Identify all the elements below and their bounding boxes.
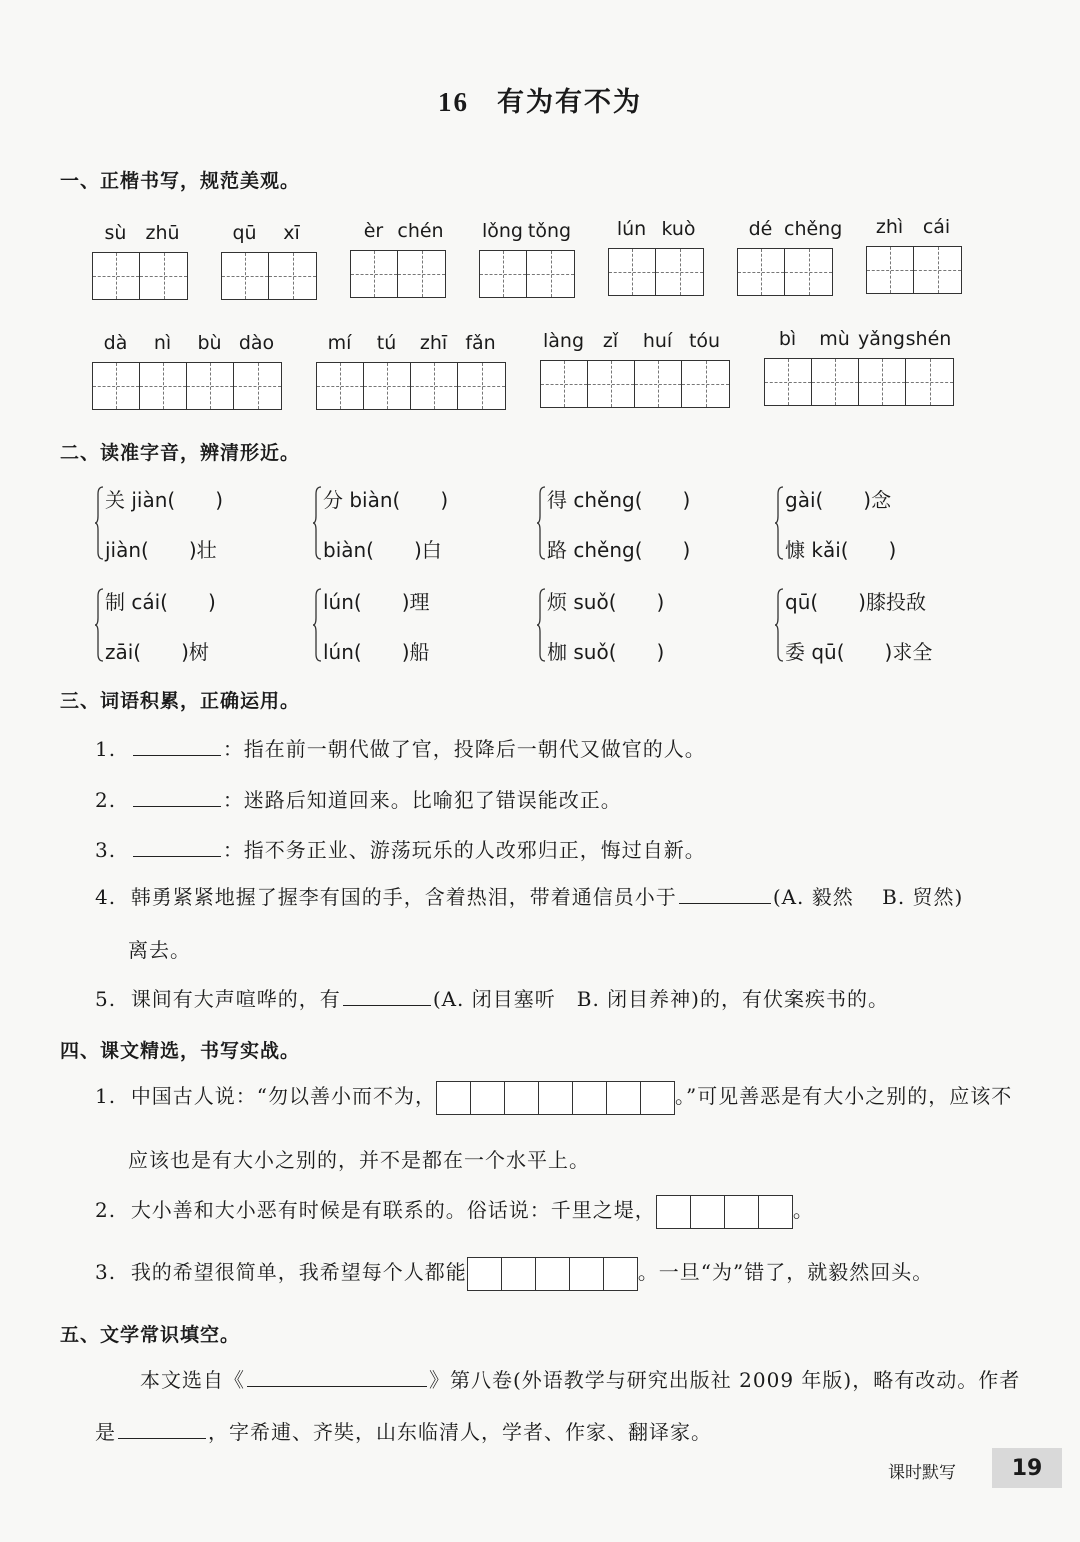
word-group-2 <box>221 222 317 300</box>
pinyin-syllable: fǎn <box>465 332 496 354</box>
pinyin-syllable: sù <box>104 222 127 244</box>
writing-cell[interactable] <box>222 253 269 299</box>
brace-icon <box>95 486 103 560</box>
section4-heading: 四、课文精选，书写实战。 <box>60 1040 301 1062</box>
writing-cell[interactable] <box>93 363 140 409</box>
pinyin-syllable: huí <box>642 330 673 352</box>
writing-cell[interactable] <box>317 363 364 409</box>
writing-cell[interactable] <box>738 249 785 295</box>
pinyin-syllable: yǎng <box>858 328 905 350</box>
writing-grid[interactable] <box>221 252 317 300</box>
pinyin-row <box>608 218 704 246</box>
writing-cell[interactable] <box>140 363 187 409</box>
page-title <box>0 80 1080 119</box>
pinyin-syllable: qū <box>232 222 257 244</box>
pinyin-syllable: xī <box>283 222 300 244</box>
word-group-9 <box>316 332 506 410</box>
pinyin-row <box>316 332 506 360</box>
pinyin-syllable: dào <box>238 332 275 354</box>
writing-grid[interactable] <box>608 248 704 296</box>
writing-grid[interactable] <box>737 248 833 296</box>
word-group-3 <box>350 220 446 298</box>
pair-bottom: lún( )船 <box>323 640 430 664</box>
writing-grid[interactable] <box>866 246 962 294</box>
pinyin-syllable: dà <box>103 332 128 354</box>
answer-boxes-7[interactable] <box>436 1081 675 1115</box>
answer-boxes-4[interactable] <box>656 1195 793 1229</box>
pinyin-syllable: tú <box>376 332 397 354</box>
writing-grid[interactable] <box>92 252 188 300</box>
word-group-6 <box>737 218 843 296</box>
pinyin-syllable: lǒng <box>481 220 523 242</box>
brace-icon <box>775 486 783 560</box>
s3-question-5: 5. 课间有大声喧哗的，有 (A. 闭目塞听 B. 闭目养神)的，有伏案疾书的。 <box>95 983 889 1012</box>
writing-cell[interactable] <box>140 253 187 299</box>
pinyin-syllable: mí <box>327 332 352 354</box>
s3-question-4-cont: 离去。 <box>128 938 191 962</box>
pair-bottom: 委 qū( )求全 <box>785 640 933 664</box>
pinyin-syllable: zhī <box>419 332 448 354</box>
writing-cell[interactable] <box>411 363 458 409</box>
writing-cell[interactable] <box>914 247 961 293</box>
pinyin-syllable: nì <box>153 332 172 354</box>
s5-line-1: 本文选自《 》第八卷(外语教学与研究出版社 2009 年版)，略有改动。作者 <box>140 1364 1020 1393</box>
pinyin-syllable: làng <box>542 330 585 352</box>
answer-blank[interactable] <box>133 834 221 857</box>
writing-grid[interactable] <box>479 250 575 298</box>
pair-top: 分 biàn( ) <box>323 488 449 512</box>
pinyin-syllable: cái <box>922 216 951 238</box>
writing-cell[interactable] <box>187 363 234 409</box>
brace-icon <box>313 588 321 662</box>
writing-grid[interactable] <box>764 358 954 406</box>
section2-heading: 二、读准字音，辨清形近。 <box>60 442 301 464</box>
word-group-10 <box>540 330 730 408</box>
s3-question-4: 4. 韩勇紧紧地握了握李有国的手，含着热泪，带着通信员小于 (A. 毅然 B. 贸然) <box>95 881 963 910</box>
writing-cell[interactable] <box>93 253 140 299</box>
writing-cell[interactable] <box>656 249 703 295</box>
pair-bottom: jiàn( )壮 <box>105 538 217 562</box>
writing-cell[interactable] <box>812 359 859 405</box>
pinyin-row <box>479 220 575 248</box>
footer-label: 课时默写 <box>888 1463 956 1483</box>
pinyin-syllable: lún <box>616 218 647 240</box>
brace-icon <box>313 486 321 560</box>
section1-heading: 一、正楷书写，规范美观。 <box>60 170 301 192</box>
pair-top: qū( )膝投敌 <box>785 590 926 614</box>
pinyin-syllable: shén <box>905 328 952 350</box>
pinyin-row <box>92 332 282 360</box>
pinyin-row <box>92 222 188 250</box>
writing-cell[interactable] <box>458 363 505 409</box>
pair-top: 得 chěng( ) <box>547 488 691 512</box>
pinyin-syllable: zhū <box>145 222 180 244</box>
writing-grid[interactable] <box>350 250 446 298</box>
pinyin-row <box>350 220 446 248</box>
pinyin-syllable: tǒng <box>527 220 572 242</box>
pinyin-row <box>540 330 730 358</box>
writing-cell[interactable] <box>351 251 398 297</box>
writing-grid[interactable] <box>92 362 282 410</box>
word-group-4 <box>479 220 575 298</box>
pair-bottom: biàn( )白 <box>323 538 442 562</box>
s3-question-1: 1. ：指在前一朝代做了官，投降后一朝代又做官的人。 <box>95 733 706 762</box>
s4-question-1: 1. 中国古人说：“勿以善小而不为， 。”可见善恶是有大小之别的，应该不 <box>95 1080 1012 1115</box>
writing-cell[interactable] <box>635 361 682 407</box>
lesson-title: 有为有不为 <box>497 87 642 118</box>
writing-cell[interactable] <box>480 251 527 297</box>
writing-cell[interactable] <box>609 249 656 295</box>
book-title-blank[interactable] <box>247 1364 427 1387</box>
answer-blank[interactable] <box>343 983 431 1006</box>
pinyin-syllable: bù <box>197 332 222 354</box>
word-group-11 <box>764 328 954 406</box>
writing-cell[interactable] <box>364 363 411 409</box>
pinyin-syllable: chén <box>397 220 444 242</box>
pinyin-row <box>221 222 317 250</box>
section5-heading: 五、文学常识填空。 <box>60 1324 241 1346</box>
page-number: 19 <box>992 1448 1062 1488</box>
s4-question-2: 2. 大小善和大小恶有时候是有联系的。俗话说：千里之堤， 。 <box>95 1194 814 1229</box>
s4-question-3: 3. 我的希望很简单，我希望每个人都能 。一旦“为”错了，就毅然回头。 <box>95 1256 933 1291</box>
word-group-1 <box>92 222 188 300</box>
pinyin-syllable: zhì <box>875 216 904 238</box>
pair-top: 制 cái( ) <box>105 590 216 614</box>
answer-boxes-5[interactable] <box>467 1257 638 1291</box>
pair-top: 关 jiàn( ) <box>105 488 224 512</box>
section3-heading: 三、词语积累，正确运用。 <box>60 690 301 712</box>
pinyin-syllable: tóu <box>688 330 721 352</box>
writing-cell[interactable] <box>859 359 906 405</box>
writing-cell[interactable] <box>269 253 316 299</box>
pinyin-syllable: èr <box>363 220 384 242</box>
answer-blank[interactable] <box>133 784 221 807</box>
answer-blank[interactable] <box>133 733 221 756</box>
brace-icon <box>537 588 545 662</box>
pinyin-syllable: zǐ <box>602 330 619 352</box>
pinyin-syllable: kuò <box>661 218 696 240</box>
writing-cell[interactable] <box>588 361 635 407</box>
writing-cell[interactable] <box>906 359 953 405</box>
pinyin-row <box>866 216 962 244</box>
lesson-number: 16 <box>438 87 469 117</box>
pair-bottom: 路 chěng( ) <box>547 538 691 562</box>
brace-icon <box>95 588 103 662</box>
writing-cell[interactable] <box>398 251 445 297</box>
writing-cell[interactable] <box>785 249 832 295</box>
brace-icon <box>775 588 783 662</box>
writing-cell[interactable] <box>541 361 588 407</box>
s4-question-1-cont: 应该也是有大小之别的，并不是都在一个水平上。 <box>128 1148 590 1172</box>
writing-grid[interactable] <box>540 360 730 408</box>
pinyin-syllable: bì <box>778 328 797 350</box>
pair-top: 烦 suǒ( ) <box>547 590 665 614</box>
word-group-7 <box>866 216 962 294</box>
writing-cell[interactable] <box>867 247 914 293</box>
pair-bottom: 慷 kǎi( ) <box>785 538 897 562</box>
s3-question-2: 2. ：迷路后知道回来。比喻犯了错误能改正。 <box>95 784 622 813</box>
pinyin-row <box>764 328 954 356</box>
writing-cell[interactable] <box>527 251 574 297</box>
s5-line-2: 是 ，字希逋、齐奘，山东临清人，学者、作家、翻译家。 <box>95 1416 712 1445</box>
pair-top: lún( )理 <box>323 590 430 614</box>
pinyin-syllable: dé <box>748 218 773 240</box>
pair-top: gài( )念 <box>785 488 892 512</box>
pair-bottom: zāi( )树 <box>105 640 209 664</box>
pinyin-row <box>737 218 843 246</box>
answer-blank[interactable] <box>679 881 771 904</box>
word-group-8 <box>92 332 282 410</box>
author-blank[interactable] <box>118 1416 206 1439</box>
pair-bottom: 枷 suǒ( ) <box>547 640 665 664</box>
s3-question-3: 3. ：指不务正业、游荡玩乐的人改邪归正，悔过自新。 <box>95 834 706 863</box>
writing-cell[interactable] <box>682 361 729 407</box>
writing-cell[interactable] <box>234 363 281 409</box>
writing-cell[interactable] <box>765 359 812 405</box>
word-group-5 <box>608 218 704 296</box>
pinyin-syllable: mù <box>819 328 850 350</box>
brace-icon <box>537 486 545 560</box>
pinyin-syllable: chěng <box>784 218 843 240</box>
writing-grid[interactable] <box>316 362 506 410</box>
